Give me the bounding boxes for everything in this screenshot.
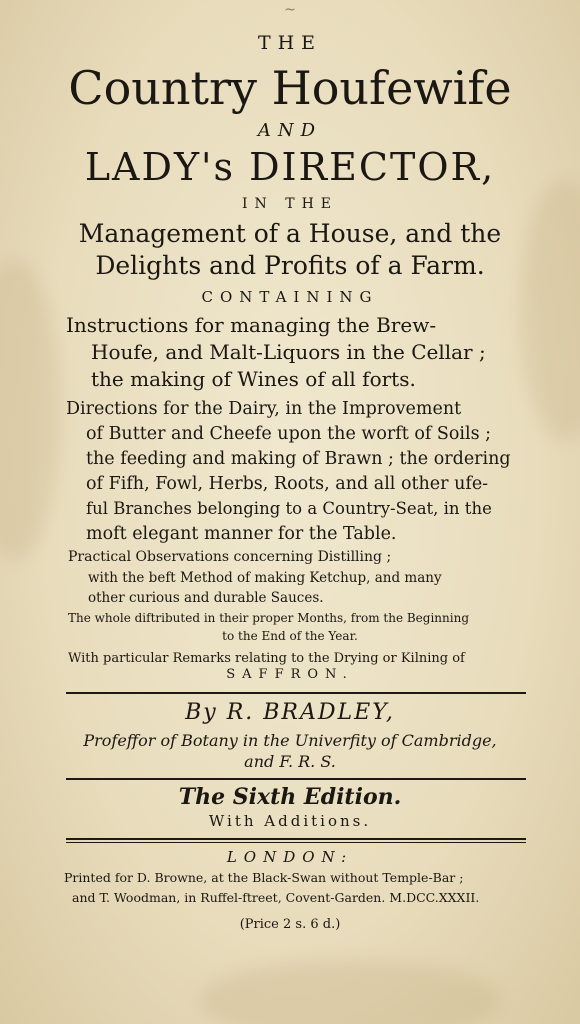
- imprint-place: LONDON:: [226, 848, 354, 866]
- additions: With Additions.: [208, 812, 372, 830]
- imprint-line: and T. Woodman, in Ruffel-ftreet, Covent-Garden. M.DCC.XXXII.: [72, 890, 480, 905]
- para5-line: With particular Remarks relating to the Drying or Kilning of: [68, 651, 465, 666]
- price: (Price 2 s. 6 d.): [239, 917, 341, 932]
- edition: The Sixth Edition.: [178, 784, 402, 810]
- paper-stain: [200, 960, 500, 1024]
- para2-line: ful Branches belonging to a Country-Seat, in the: [86, 499, 492, 518]
- para1-line: Instructions for managing the Brew-: [66, 313, 437, 337]
- management-line2: Delights and Profits of a Farm.: [95, 251, 485, 280]
- para3-line: other curious and durable Sauces.: [88, 590, 324, 606]
- book-title-line1: Country Houfewife: [68, 61, 512, 115]
- author-line: By R. BRADLEY,: [185, 700, 395, 725]
- heading-in-the: IN THE: [242, 196, 338, 212]
- para3-line: with the beft Method of making Ketchup, and many: [88, 570, 442, 586]
- heading-the: THE: [257, 32, 323, 54]
- para1-line: Houfe, and Malt-Liquors in the Cellar ;: [91, 340, 486, 364]
- para2-line: moft elegant manner for the Table.: [86, 524, 397, 544]
- divider-rule: [66, 842, 526, 843]
- heading-and: AND: [257, 120, 323, 141]
- para4-line: to the End of the Year.: [222, 629, 358, 643]
- para2-line: of Fifh, Fowl, Herbs, Roots, and all other ufe-: [86, 474, 489, 494]
- management-line1: Management of a House, and the: [78, 219, 502, 248]
- divider-rule: [66, 778, 526, 780]
- para4-line: The whole diftributed in their proper Months, from the Beginning: [68, 611, 469, 625]
- para1-line: the making of Wines of all forts.: [91, 367, 416, 391]
- author-role: Profeffor of Botany in the Univerfity of Cambridge,: [83, 731, 497, 750]
- imprint-line: Printed for D. Browne, at the Black-Swan without Temple-Bar ;: [64, 870, 464, 885]
- book-title-line2: LADY's DIRECTOR,: [84, 145, 496, 189]
- heading-containing: CONTAINING: [201, 288, 379, 306]
- para2-line: the feeding and making of Brawn ; the ordering: [86, 449, 511, 469]
- divider-rule: [66, 692, 526, 694]
- para2-line: of Butter and Cheefe upon the worft of Soils ;: [86, 424, 492, 444]
- para5-saffron: SAFFRON.: [226, 667, 354, 682]
- para2-line: Directions for the Dairy, in the Improvement: [66, 399, 462, 419]
- divider-rule: [66, 838, 526, 840]
- ornament: ~: [284, 2, 296, 18]
- para3-line: Practical Observations concerning Distilling ;: [68, 549, 392, 565]
- author-frs: and F. R. S.: [244, 752, 336, 771]
